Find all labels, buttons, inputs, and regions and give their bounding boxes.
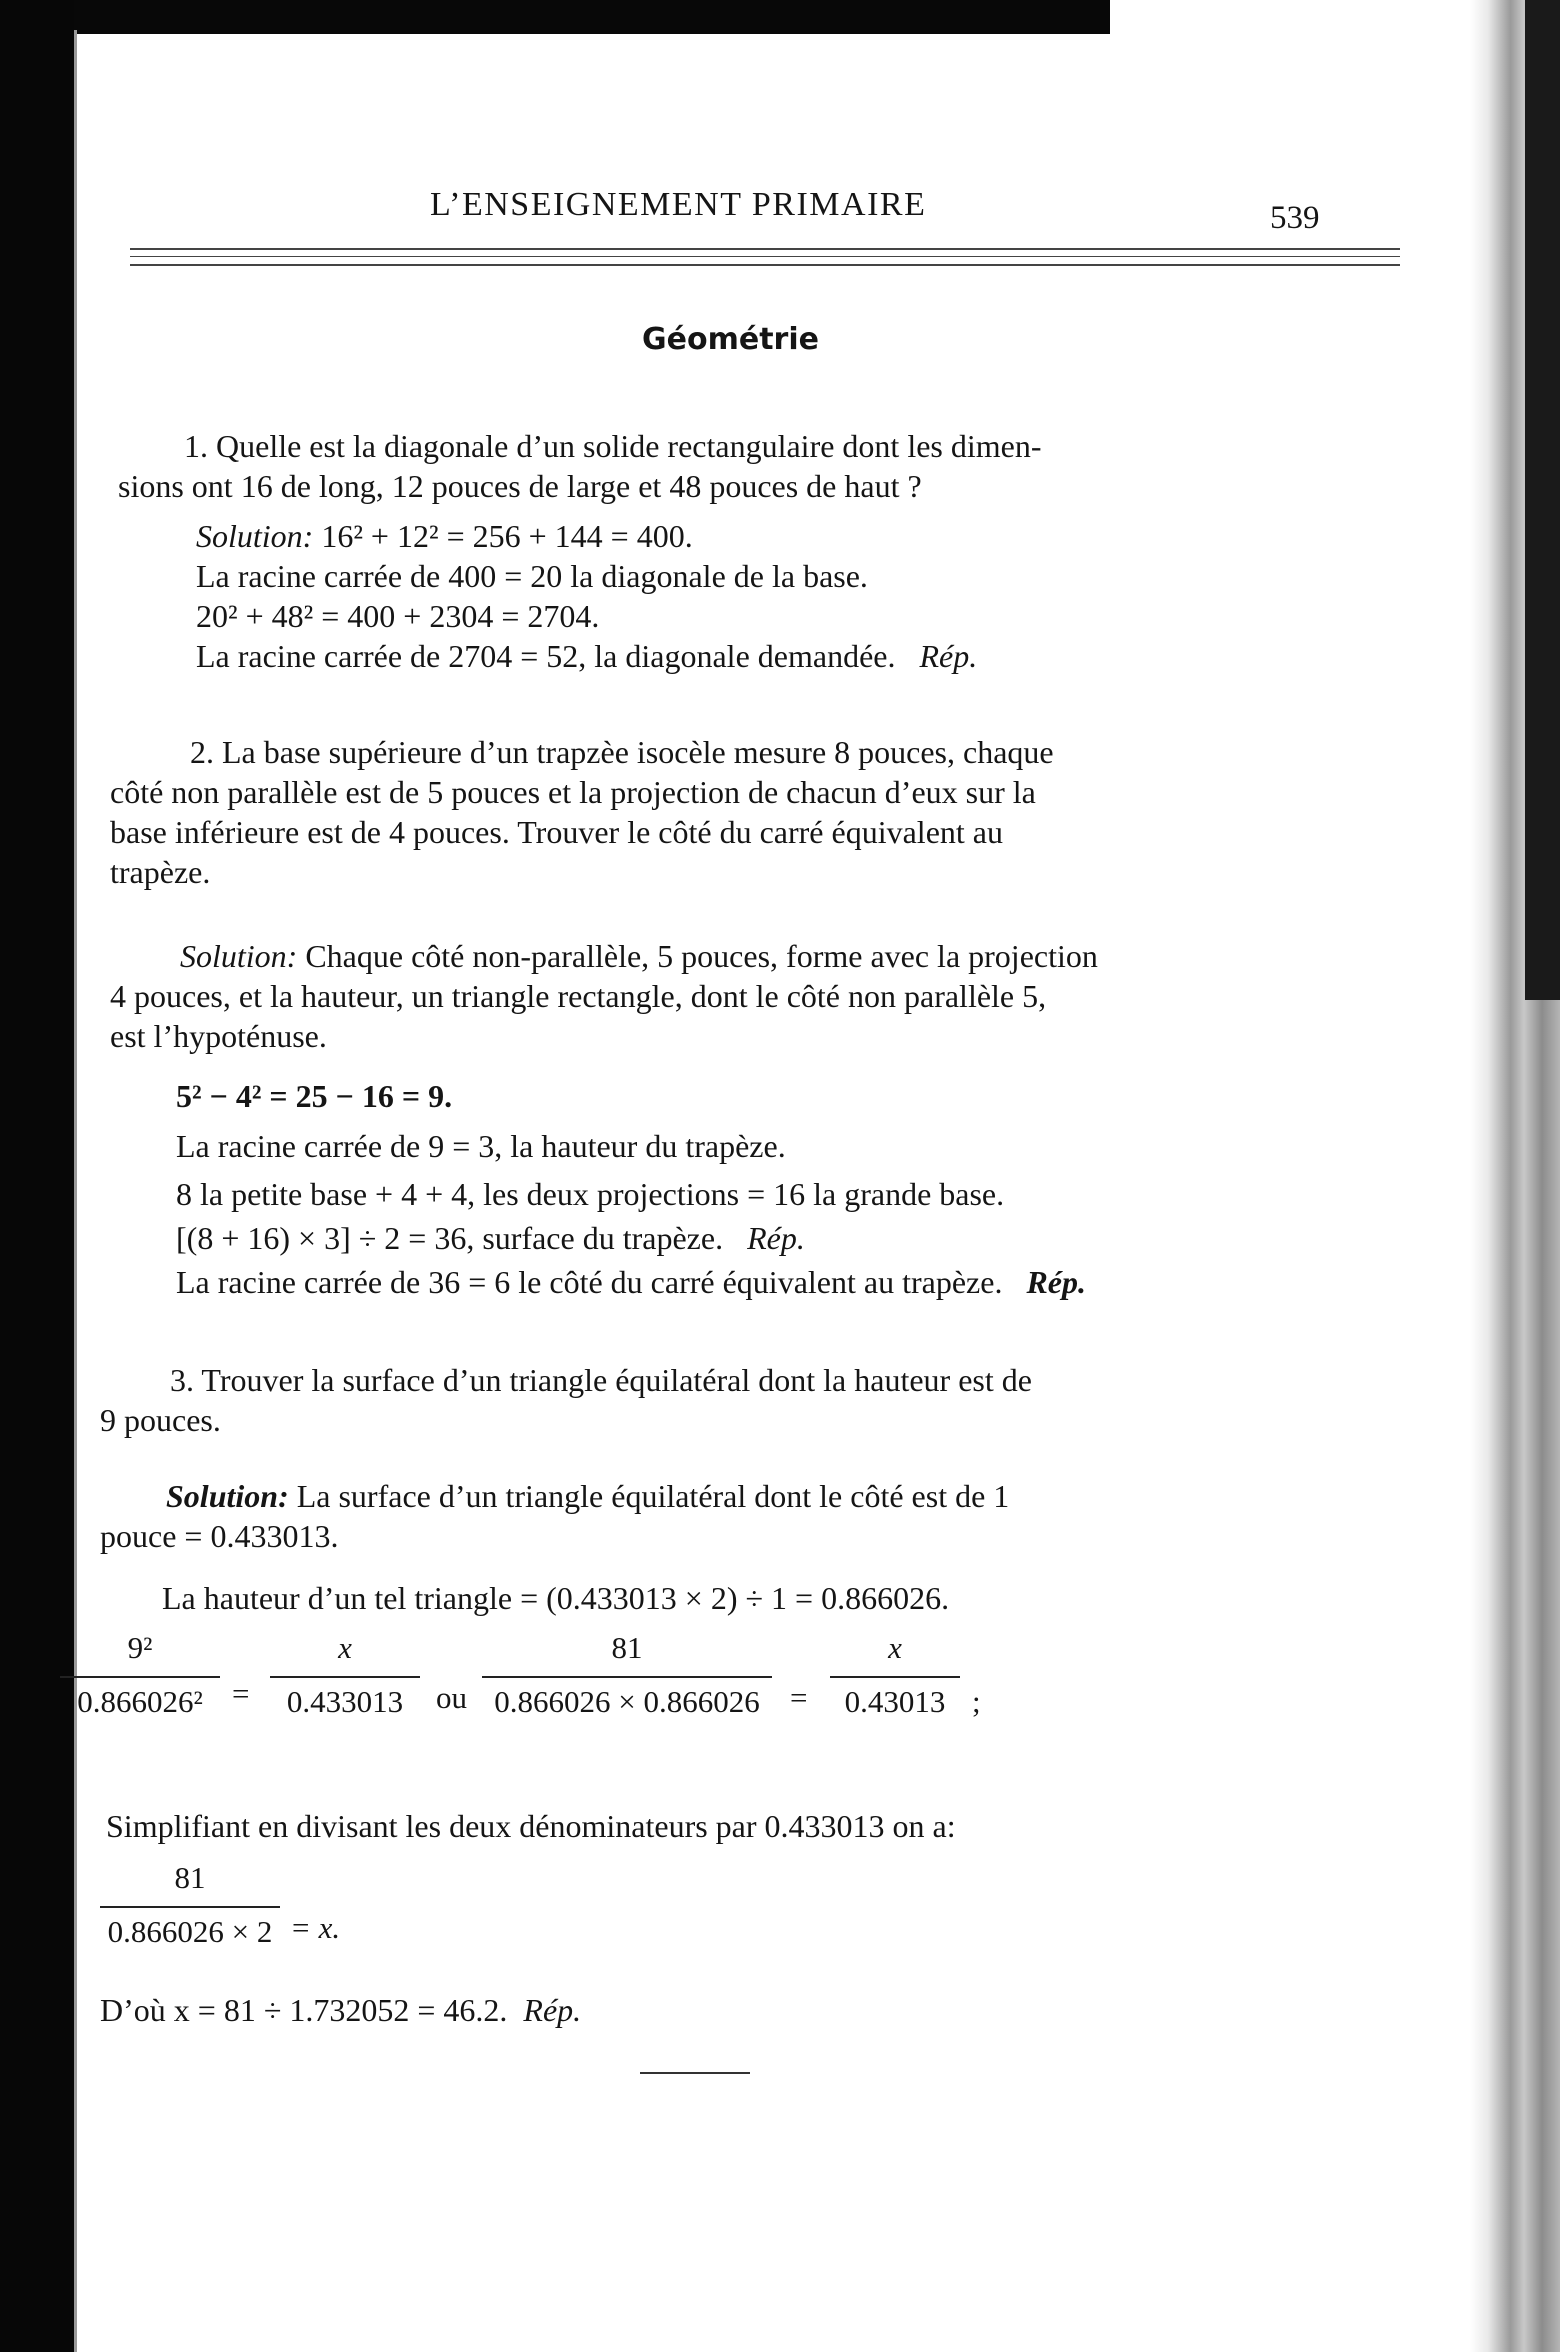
fraction-bar — [100, 1906, 280, 1908]
fraction-numerator: 9² — [127, 1630, 153, 1665]
scan-top-border — [0, 0, 1110, 34]
semicolon: ; — [972, 1684, 981, 1719]
solution-text: La racine carrée de 2704 = 52, la diagonale demandée. — [196, 638, 896, 674]
fraction — [100, 1860, 280, 1954]
solution-text: Chaque côté non-parallèle, 5 pouces, forme avec la projection — [297, 938, 1098, 974]
answer-mark: Rép. — [747, 1220, 805, 1256]
solution-text: 16² + 12² = 256 + 144 = 400. — [313, 518, 693, 554]
book-page — [77, 30, 1470, 2350]
equals-sign: = — [232, 1676, 250, 1711]
problem-1-solution-line — [196, 636, 977, 676]
problem-3-solution-line — [166, 1476, 1009, 1516]
problem-3-solution-line: Simplifiant en divisant les deux dénominateurs par 0.433013 on a: — [106, 1808, 956, 1844]
problem-2-calc-line: 5² − 4² = 25 − 16 = 9. — [176, 1078, 453, 1114]
problem-2-line: côté non parallèle est de 5 pouces et la projection de chacun d’eux sur la — [110, 774, 1036, 810]
scan-gutter-line — [74, 30, 77, 2352]
scan-right-shadow — [1525, 0, 1560, 1000]
problem-2-solution-line: 4 pouces, et la hauteur, un triangle rectangle, dont le côté non parallèle 5, — [110, 978, 1047, 1014]
answer-mark: Rép. — [1026, 1264, 1086, 1300]
scan-left-border — [0, 0, 74, 2352]
problem-1-line: sions ont 16 de long, 12 pouces de large et 48 pouces de haut ? — [118, 468, 922, 504]
answer-mark: Rép. — [919, 638, 978, 674]
fraction-bar — [60, 1676, 220, 1678]
fraction-denominator: 0.866026 × 2 — [107, 1914, 273, 1949]
problem-3-solution-line: pouce = 0.433013. — [100, 1518, 339, 1554]
problem-3-solution-line: La hauteur d’un tel triangle = (0.433013 × 2) ÷ 1 = 0.866026. — [162, 1580, 950, 1616]
page-number: 539 — [1270, 200, 1320, 236]
equals-sign: = — [790, 1680, 808, 1715]
fraction-bar — [830, 1676, 960, 1678]
solution-text: La surface d’un triangle équilatéral dont le côté est de 1 — [288, 1478, 1010, 1514]
problem-3-line: 3. Trouver la surface d’un triangle équilatéral dont la hauteur est de — [170, 1362, 1032, 1398]
fraction-denominator: 0.866026 × 0.866026 — [494, 1684, 760, 1719]
calc-text: [(8 + 16) × 3] ÷ 2 = 36, surface du trapèze. — [176, 1220, 724, 1256]
fraction — [270, 1630, 420, 1724]
answer-mark: Rép. — [523, 1992, 582, 2028]
fraction-bar — [482, 1676, 772, 1678]
section-end-rule — [640, 2072, 750, 2074]
problem-1-solution-line — [196, 516, 693, 556]
fraction-numerator: x — [888, 1630, 902, 1665]
problem-2-line: base inférieure est de 4 pouces. Trouver le côté du carré équivalent au — [110, 814, 1003, 850]
problem-2-calc-line — [176, 1218, 805, 1258]
problem-3-final-line — [100, 1990, 581, 2030]
equals-x: = x. — [290, 1910, 341, 1945]
running-title: L’ENSEIGNEMENT PRIMAIRE — [430, 186, 927, 223]
problem-2-solution-line: est l’hypoténuse. — [110, 1018, 327, 1054]
problem-2-calc-line — [176, 1262, 1086, 1302]
header-rule — [130, 256, 1400, 257]
solution-label: Solution: — [196, 518, 314, 554]
problem-2-line: 2. La base supérieure d’un trapzèe isocèle mesure 8 pouces, chaque — [190, 734, 1054, 770]
or-word: ou — [436, 1680, 467, 1715]
fraction — [60, 1630, 220, 1724]
fraction-bar — [270, 1676, 420, 1678]
fraction-numerator: 81 — [174, 1860, 206, 1895]
fraction-denominator: 0.866026² — [77, 1684, 203, 1719]
solution-label: Solution: — [166, 1478, 289, 1514]
problem-1-solution-line: La racine carrée de 400 = 20 la diagonale de la base. — [196, 558, 868, 594]
fraction-denominator: 0.43013 — [844, 1684, 946, 1719]
final-text: D’où x = 81 ÷ 1.732052 = 46.2. — [100, 1992, 508, 2028]
problem-3-line: 9 pouces. — [100, 1402, 221, 1438]
fraction — [830, 1630, 960, 1724]
problem-2-calc-line: La racine carrée de 9 = 3, la hauteur du trapèze. — [176, 1128, 786, 1164]
problem-2-line: trapèze. — [110, 854, 211, 890]
fraction-numerator: x — [338, 1630, 352, 1665]
fraction-denominator: 0.433013 — [286, 1684, 404, 1719]
problem-1-line: 1. Quelle est la diagonale d’un solide rectangulaire dont les dimen- — [184, 428, 1042, 464]
section-title: Géométrie — [642, 322, 819, 357]
calc-text: La racine carrée de 36 = 6 le côté du carré équivalent au trapèze. — [176, 1264, 1003, 1300]
fraction — [482, 1630, 772, 1724]
problem-1-solution-line: 20² + 48² = 400 + 2304 = 2704. — [196, 598, 600, 634]
problem-2-solution-line — [180, 936, 1098, 976]
solution-label: Solution: — [180, 938, 298, 974]
problem-2-calc-line: 8 la petite base + 4 + 4, les deux projections = 16 la grande base. — [176, 1176, 1005, 1212]
fraction-numerator: 81 — [611, 1630, 643, 1665]
header-rule — [130, 264, 1400, 266]
header-rule — [130, 248, 1400, 250]
